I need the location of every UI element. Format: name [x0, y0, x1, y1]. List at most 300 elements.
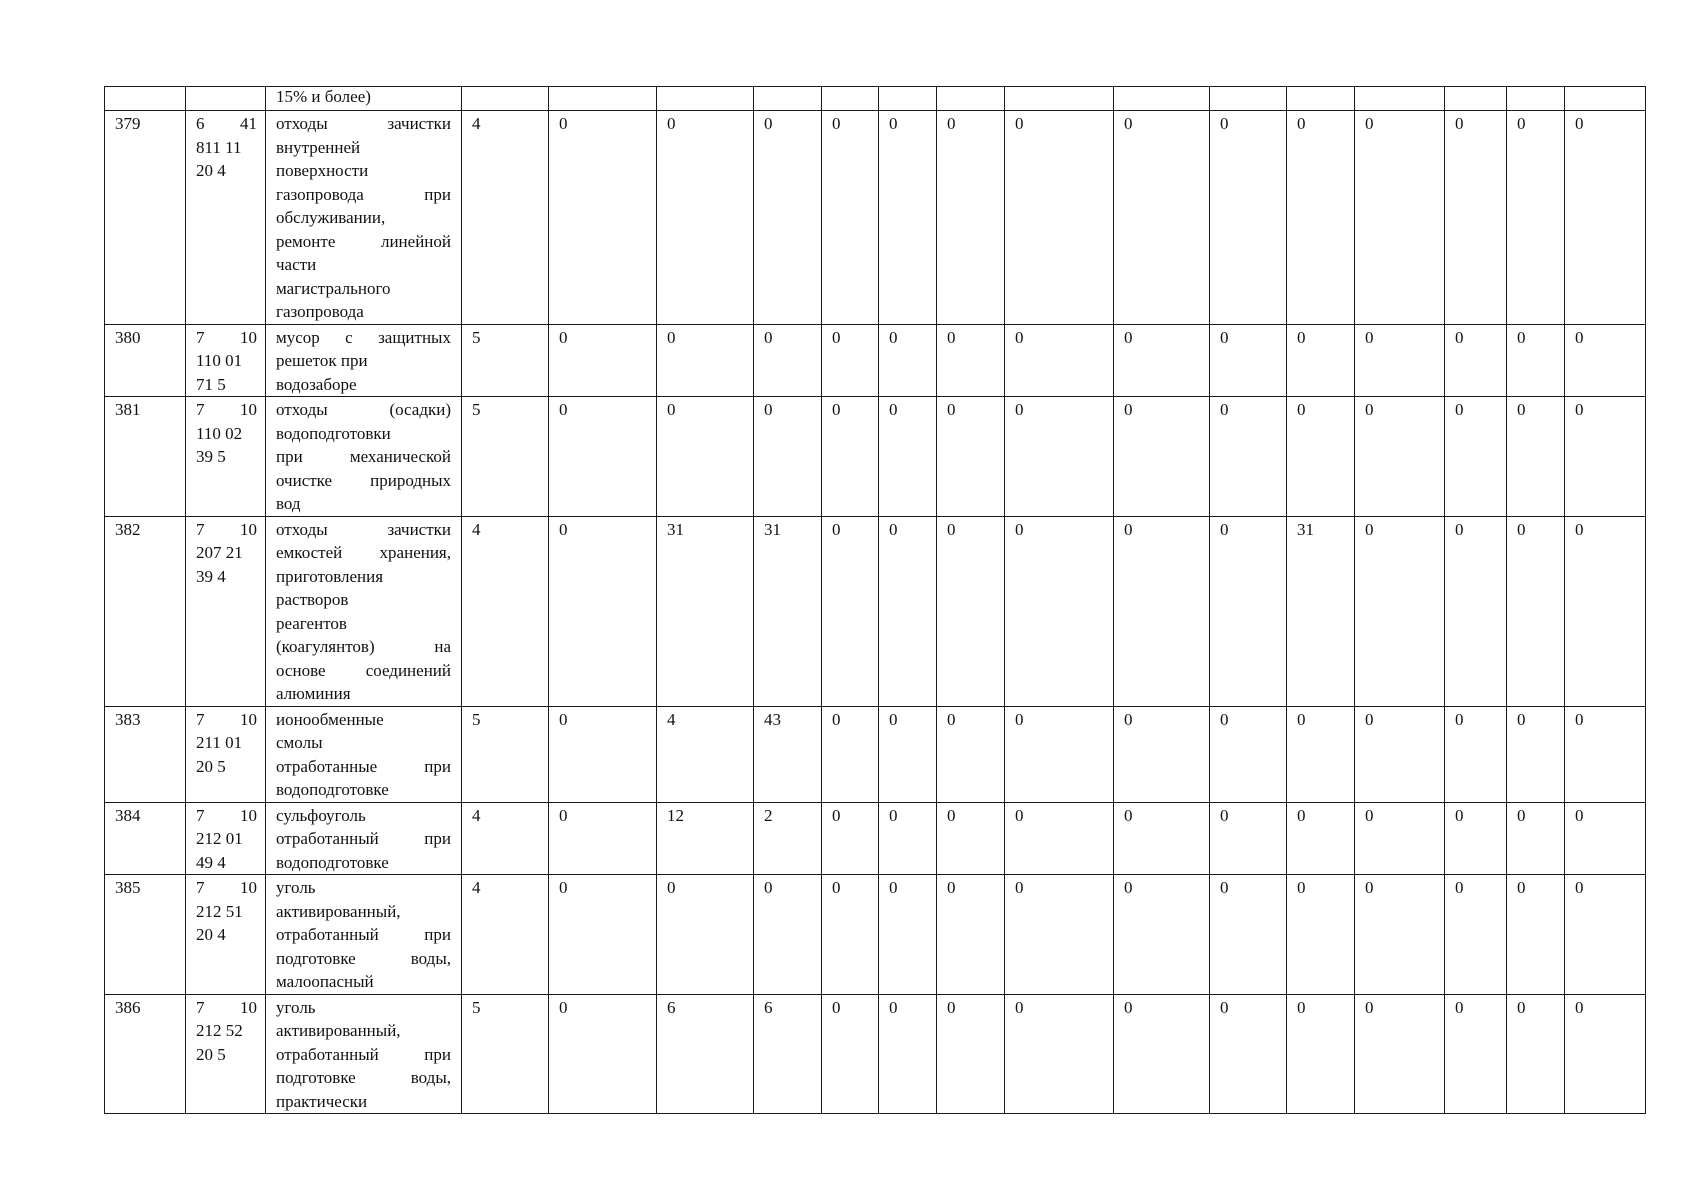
cell-hazard — [462, 397, 549, 517]
cell-name — [266, 324, 462, 397]
cell-value — [549, 87, 657, 111]
cell-value — [937, 111, 1005, 325]
cell-value — [1005, 324, 1114, 397]
value: 0 — [559, 519, 568, 539]
code-line: 212 51 — [196, 901, 243, 921]
cell-value — [879, 324, 937, 397]
cell-value — [1445, 516, 1507, 706]
cell-name — [266, 706, 462, 802]
value: 0 — [764, 114, 773, 133]
value: 0 — [889, 114, 898, 133]
name-line: отходы зачистки — [276, 519, 451, 539]
cell-value — [1445, 706, 1507, 802]
name-line: водоподготовке — [276, 852, 389, 872]
row-number: 381 — [115, 400, 141, 419]
value: 0 — [1220, 709, 1229, 729]
cell-value — [1114, 111, 1210, 325]
name-line: ремонте линейной — [276, 231, 451, 251]
name-line: водозаборе — [276, 374, 357, 394]
cell-value — [1210, 802, 1287, 875]
cell-value — [1565, 111, 1646, 325]
name-line: водоподготовки — [276, 423, 391, 443]
name-line: растворов — [276, 590, 349, 609]
cell-value — [1210, 324, 1287, 397]
name-line: ионообменные — [276, 709, 384, 729]
value: 0 — [1365, 997, 1374, 1017]
cell-value — [1287, 994, 1355, 1114]
cell-value — [1565, 706, 1646, 802]
hazard-class: 4 — [472, 878, 481, 897]
value: 0 — [1365, 878, 1374, 897]
cell-value — [1565, 397, 1646, 517]
cell-value — [1287, 706, 1355, 802]
cell-value — [1507, 802, 1565, 875]
hazard-class: 4 — [472, 805, 481, 825]
cell-number — [105, 397, 186, 517]
value: 0 — [889, 400, 898, 419]
value: 43 — [764, 709, 781, 729]
value: 0 — [1517, 519, 1526, 539]
value: 0 — [1575, 709, 1584, 729]
name-line: емкостей хранения, — [276, 543, 451, 562]
cell-number — [105, 994, 186, 1114]
value: 0 — [559, 114, 568, 133]
value: 0 — [947, 400, 956, 419]
value: 31 — [764, 519, 781, 539]
cell-value — [1355, 87, 1445, 111]
cell-number — [105, 87, 186, 111]
code-line: 7 10 — [196, 400, 257, 419]
cell-code — [186, 87, 266, 111]
value: 0 — [667, 327, 676, 347]
cell-value — [1355, 397, 1445, 517]
value: 6 — [764, 997, 773, 1017]
name-line: поверхности — [276, 161, 369, 180]
name-line: газопровода при — [276, 184, 451, 204]
table-row — [105, 875, 1646, 995]
cell-value — [754, 994, 822, 1114]
cell-value — [1114, 87, 1210, 111]
name-line: очистке природных — [276, 470, 451, 490]
value: 0 — [1297, 878, 1306, 897]
cell-value — [754, 111, 822, 325]
cell-value — [1005, 397, 1114, 517]
cell-value — [1507, 875, 1565, 995]
cell-hazard — [462, 875, 549, 995]
value: 0 — [764, 327, 773, 347]
cell-value — [657, 111, 754, 325]
name-line: отработанные при — [276, 756, 451, 776]
value: 0 — [1124, 327, 1133, 347]
name-line: приготовления — [276, 566, 384, 586]
cell-value — [657, 706, 754, 802]
name-line: обслуживании, — [276, 208, 386, 227]
value: 0 — [1517, 327, 1526, 347]
cell-value — [1005, 802, 1114, 875]
cell-value — [1005, 87, 1114, 111]
name-line: малоопасный — [276, 972, 374, 991]
cell-hazard — [462, 324, 549, 397]
cell-value — [1210, 706, 1287, 802]
cell-value — [822, 324, 879, 397]
cell-value — [657, 397, 754, 517]
cell-value — [1355, 875, 1445, 995]
value: 0 — [1455, 997, 1464, 1017]
cell-value — [822, 397, 879, 517]
code-line: 7 10 — [196, 997, 257, 1017]
cell-value — [1287, 87, 1355, 111]
value: 0 — [889, 878, 898, 897]
cell-value — [754, 875, 822, 995]
value: 0 — [832, 114, 841, 133]
value: 0 — [1015, 400, 1024, 419]
value: 0 — [1297, 400, 1306, 419]
value: 0 — [1365, 805, 1374, 825]
cell-value — [1445, 875, 1507, 995]
name-line: активированный, — [276, 901, 401, 921]
value: 0 — [1124, 114, 1133, 133]
cell-value — [1210, 994, 1287, 1114]
cell-name — [266, 397, 462, 517]
cell-value — [822, 802, 879, 875]
cell-value — [754, 706, 822, 802]
cell-hazard — [462, 516, 549, 706]
table-row — [105, 111, 1646, 325]
value: 0 — [1015, 327, 1024, 347]
cell-value — [879, 875, 937, 995]
table-row — [105, 516, 1646, 706]
cell-value — [657, 802, 754, 875]
name-line: внутренней — [276, 137, 361, 157]
cell-value — [1210, 111, 1287, 325]
value: 4 — [667, 709, 676, 729]
table-row-continued — [105, 87, 1646, 111]
value: 0 — [764, 878, 773, 897]
cell-value — [937, 802, 1005, 875]
cell-code — [186, 397, 266, 517]
value: 0 — [1517, 114, 1526, 133]
name-line: (коагулянтов) на — [276, 637, 451, 656]
value: 0 — [1124, 400, 1133, 419]
cell-value — [1565, 994, 1646, 1114]
cell-code — [186, 516, 266, 706]
cell-value — [1114, 706, 1210, 802]
cell-value — [937, 994, 1005, 1114]
cell-value — [1565, 875, 1646, 995]
value: 0 — [832, 400, 841, 419]
cell-number — [105, 802, 186, 875]
name-line: магистрального — [276, 278, 391, 298]
cell-value — [1445, 111, 1507, 325]
value: 0 — [832, 878, 841, 897]
cell-value — [879, 994, 937, 1114]
cell-code — [186, 994, 266, 1114]
cell-value — [822, 87, 879, 111]
value: 0 — [1124, 805, 1133, 825]
cell-value — [1355, 706, 1445, 802]
value: 0 — [1220, 805, 1229, 825]
cell-value — [879, 397, 937, 517]
cell-value — [657, 994, 754, 1114]
value: 0 — [832, 327, 841, 347]
cell-value — [657, 324, 754, 397]
cell-value — [822, 516, 879, 706]
name-line: газопровода — [276, 302, 364, 321]
value: 0 — [559, 805, 568, 825]
cell-value — [1565, 516, 1646, 706]
row-number: 385 — [115, 878, 141, 897]
value: 0 — [1455, 327, 1464, 347]
cell-value — [1507, 397, 1565, 517]
name-line: отходы (осадки) — [276, 400, 451, 419]
hazard-class: 5 — [472, 709, 481, 729]
cell-name — [266, 87, 462, 111]
value: 0 — [1517, 709, 1526, 729]
cell-value — [1005, 875, 1114, 995]
cell-name — [266, 516, 462, 706]
value: 0 — [1015, 805, 1024, 825]
row-number: 379 — [115, 114, 141, 133]
cell-value — [1210, 397, 1287, 517]
name-line: подготовке воды, — [276, 948, 451, 968]
value: 0 — [1297, 997, 1306, 1017]
value: 0 — [1575, 805, 1584, 825]
value: 0 — [1365, 519, 1374, 539]
cell-value — [1287, 802, 1355, 875]
table-row — [105, 994, 1646, 1114]
cell-name — [266, 111, 462, 325]
cell-value — [1565, 324, 1646, 397]
name-line: подготовке воды, — [276, 1068, 451, 1087]
code-line: 20 5 — [196, 756, 226, 776]
value: 0 — [1015, 997, 1024, 1017]
value: 0 — [1220, 997, 1229, 1017]
value: 0 — [947, 878, 956, 897]
cell-value — [1114, 516, 1210, 706]
cell-code — [186, 324, 266, 397]
cell-name — [266, 802, 462, 875]
code-line: 211 01 — [196, 733, 243, 752]
cell-value — [1005, 994, 1114, 1114]
cell-value — [549, 324, 657, 397]
cell-value — [657, 87, 754, 111]
value: 0 — [1575, 327, 1584, 347]
cell-value — [657, 875, 754, 995]
value: 0 — [832, 997, 841, 1017]
cell-value — [754, 87, 822, 111]
value: 0 — [1015, 878, 1024, 897]
cell-value — [549, 994, 657, 1114]
cell-value — [754, 397, 822, 517]
value: 0 — [1455, 805, 1464, 825]
cell-hazard — [462, 87, 549, 111]
cell-value — [822, 706, 879, 802]
code-line: 6 41 — [196, 114, 257, 133]
value: 0 — [947, 997, 956, 1017]
value: 0 — [559, 709, 568, 729]
cell-value — [937, 324, 1005, 397]
code-line: 71 5 — [196, 374, 226, 394]
name-line: реагентов — [276, 613, 347, 633]
value: 0 — [1220, 400, 1229, 419]
value: 0 — [1455, 878, 1464, 897]
name-line: активированный, — [276, 1021, 401, 1040]
cell-value — [549, 802, 657, 875]
cell-value — [1287, 324, 1355, 397]
code-line: 811 11 — [196, 137, 242, 157]
value: 0 — [1455, 709, 1464, 729]
cell-code — [186, 875, 266, 995]
value: 0 — [1124, 519, 1133, 539]
cell-value — [1565, 802, 1646, 875]
cell-value — [879, 802, 937, 875]
value: 0 — [1220, 327, 1229, 347]
cell-value — [1445, 397, 1507, 517]
value: 0 — [832, 805, 841, 825]
code-line: 7 10 — [196, 878, 257, 897]
name-line: отработанный при — [276, 829, 451, 848]
value: 0 — [1517, 997, 1526, 1017]
code-line: 110 01 — [196, 351, 243, 370]
value: 0 — [1015, 709, 1024, 729]
value: 0 — [1575, 519, 1584, 539]
cell-value — [1507, 87, 1565, 111]
cell-number — [105, 111, 186, 325]
row-number: 383 — [115, 709, 141, 729]
cell-value — [1507, 706, 1565, 802]
cell-value — [1355, 516, 1445, 706]
cell-value — [754, 516, 822, 706]
code-line: 39 5 — [196, 447, 226, 466]
code-line: 39 4 — [196, 566, 226, 586]
cell-code — [186, 706, 266, 802]
value: 0 — [1365, 114, 1374, 133]
row-number: 384 — [115, 805, 141, 825]
value: 0 — [889, 805, 898, 825]
table-row — [105, 397, 1646, 517]
value: 0 — [559, 400, 568, 419]
row-number: 380 — [115, 327, 141, 347]
name-line: вод — [276, 494, 301, 513]
cell-value — [879, 516, 937, 706]
cell-value — [1114, 324, 1210, 397]
name-line: практически — [276, 1091, 368, 1111]
name-line: сульфоуголь — [276, 805, 366, 825]
cell-hazard — [462, 802, 549, 875]
value: 0 — [1015, 519, 1024, 539]
hazard-class: 4 — [472, 519, 481, 539]
value: 0 — [947, 114, 956, 133]
row-number: 386 — [115, 997, 141, 1017]
table-row — [105, 802, 1646, 875]
value: 0 — [889, 709, 898, 729]
cell-value — [1114, 994, 1210, 1114]
code-line: 7 10 — [196, 519, 257, 539]
cell-code — [186, 111, 266, 325]
cell-value — [1005, 516, 1114, 706]
value: 0 — [1297, 709, 1306, 729]
value: 0 — [1517, 400, 1526, 419]
value: 0 — [1517, 878, 1526, 897]
name-line: основе соединений — [276, 660, 451, 680]
cell-value — [754, 324, 822, 397]
cell-value — [549, 111, 657, 325]
name-line: уголь — [276, 997, 316, 1017]
cell-value — [549, 875, 657, 995]
hazard-class: 5 — [472, 327, 481, 347]
name-line: решеток при — [276, 351, 368, 370]
value: 0 — [764, 400, 773, 419]
cell-value — [1287, 111, 1355, 325]
value: 0 — [667, 400, 676, 419]
value: 31 — [1297, 519, 1314, 539]
value: 0 — [947, 327, 956, 347]
cell-hazard — [462, 994, 549, 1114]
cell-value — [1507, 994, 1565, 1114]
cell-name — [266, 875, 462, 995]
value: 0 — [889, 327, 898, 347]
code-line: 207 21 — [196, 543, 243, 562]
row-number: 382 — [115, 519, 141, 539]
value: 0 — [667, 114, 676, 133]
cell-value — [822, 875, 879, 995]
cell-value — [1565, 87, 1646, 111]
cell-hazard — [462, 706, 549, 802]
value: 0 — [1575, 878, 1584, 897]
value: 0 — [832, 519, 841, 539]
cell-value — [1005, 706, 1114, 802]
value: 0 — [1365, 709, 1374, 729]
value: 0 — [1365, 400, 1374, 419]
cell-value — [937, 87, 1005, 111]
cell-number — [105, 516, 186, 706]
value: 0 — [667, 878, 676, 897]
value: 0 — [947, 519, 956, 539]
name-line: отработанный при — [276, 925, 451, 944]
cell-value — [1355, 111, 1445, 325]
name-line: алюминия — [276, 684, 351, 703]
name-line: смолы — [276, 733, 323, 752]
code-line: 7 10 — [196, 327, 257, 347]
cell-value — [1507, 111, 1565, 325]
code-line: 49 4 — [196, 852, 226, 872]
hazard-class: 4 — [472, 114, 481, 133]
code-line: 7 10 — [196, 805, 257, 825]
value: 2 — [764, 805, 773, 825]
cell-value — [1507, 324, 1565, 397]
cell-value — [822, 111, 879, 325]
cell-value — [657, 516, 754, 706]
cell-value — [879, 87, 937, 111]
name-line: отработанный при — [276, 1044, 451, 1064]
cell-number — [105, 706, 186, 802]
code-line: 20 5 — [196, 1044, 226, 1064]
cell-value — [1114, 397, 1210, 517]
code-line: 212 01 — [196, 829, 243, 848]
cell-value — [1287, 397, 1355, 517]
value: 0 — [1575, 114, 1584, 133]
code-line: 7 10 — [196, 709, 257, 729]
cell-value — [937, 516, 1005, 706]
value: 0 — [1575, 997, 1584, 1017]
value: 0 — [559, 997, 568, 1017]
value: 0 — [1575, 400, 1584, 419]
name-line: части — [276, 255, 317, 274]
value: 6 — [667, 997, 676, 1017]
cell-value — [879, 706, 937, 802]
value: 0 — [1015, 114, 1024, 133]
value: 12 — [667, 805, 684, 825]
